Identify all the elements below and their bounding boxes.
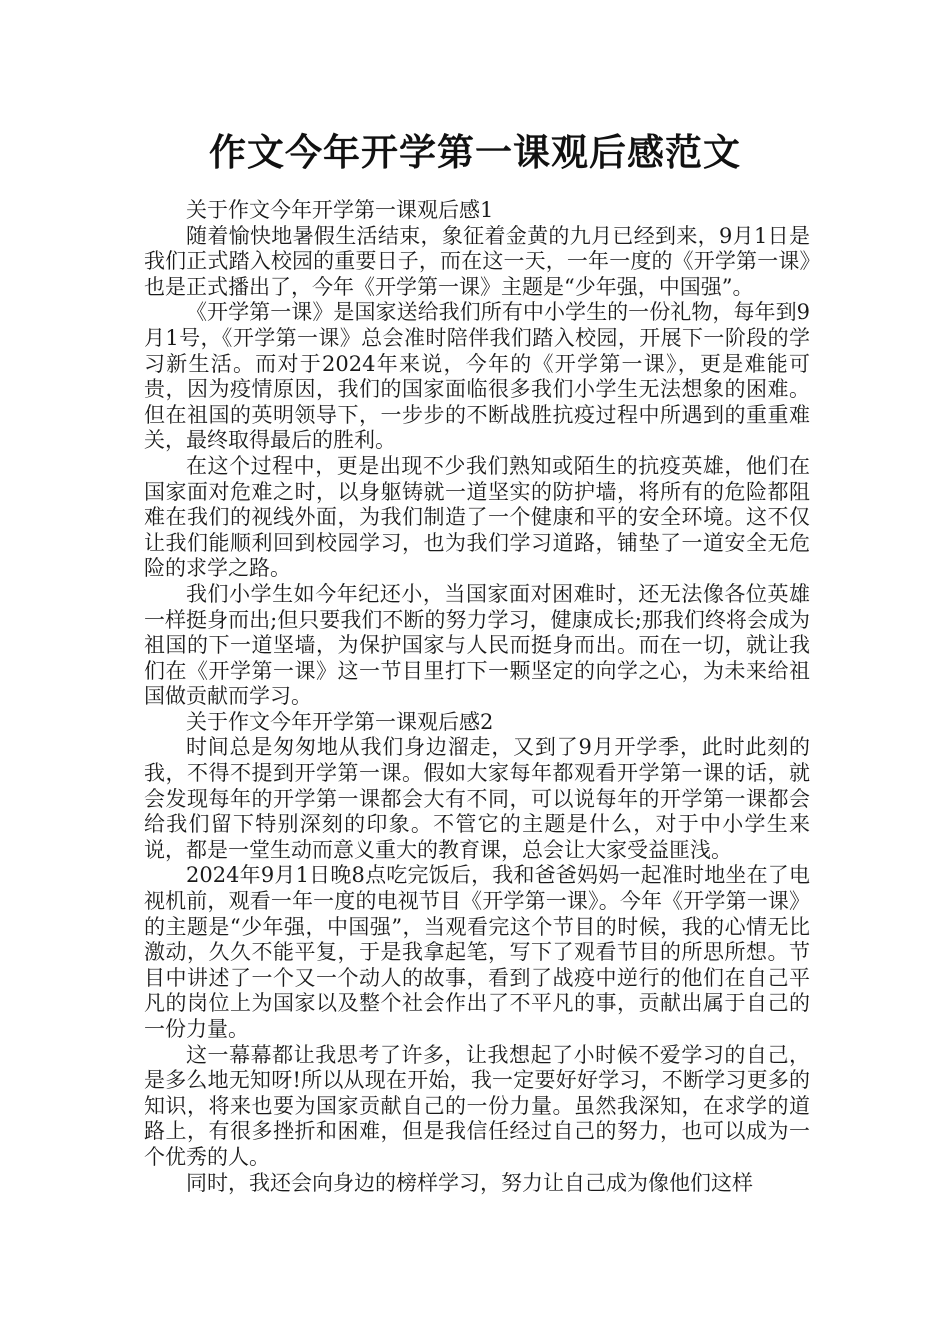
body-paragraph: 这一幕幕都让我思考了许多，让我想起了小时候不爱学习的自己，是多么地无知呀!所以从现在开始，我一定要好好学习，不断学习更多的知识，将来也要为国家贡献自己的一份力量。虽然我深知，在求学的道路上，有很多挫折和困难，但是我信任经过自己的努力，也可以成为一个优秀的人。 (144, 1042, 810, 1169)
body-paragraph: 我们小学生如今年纪还小，当国家面对困难时，还无法像各位英雄一样挺身而出;但只要我们不断的努力学习，健康成长;那我们终将会成为祖国的下一道坚墙，为保护国家与人民而挺身而出。而在一切，就让我们在《开学第一课》这一节目里打下一颗坚定的向学之心，为未来给祖国做贡献而学习。 (144, 581, 810, 709)
body-paragraph: 在这个过程中，更是出现不少我们熟知或陌生的抗疫英雄，他们在国家面对危难之时，以身躯铸就一道坚实的防护墙，将所有的危险都阻难在我们的视线外面，为我们制造了一个健康和平的安全环境。这不仅让我们能顺利回到校园学习，也为我们学习道路，铺垫了一道安全无危险的求学之路。 (144, 453, 810, 581)
body-paragraph: 同时，我还会向身边的榜样学习，努力让自己成为像他们这样 (186, 1170, 753, 1195)
section-heading-2: 关于作文今年开学第一课观后感2 (186, 709, 494, 734)
body-paragraph: 时间总是匆匆地从我们身边溜走，又到了9月开学季，此时此刻的我，不得不提到开学第一课。假如大家每年都观看开学第一课的话，就会发现每年的开学第一课都会大有不同，可以说每年的开学第一课都会给我们留下特别深刻的印象。不管它的主题是什么，对于中小学生来说，都是一堂生动而意义重大的教育课，总会让大家受益匪浅。 (144, 735, 810, 862)
document-title: 作文今年开学第一课观后感范文 (209, 131, 741, 174)
body-paragraph: 随着愉快地暑假生活结束，象征着金黄的九月已经到来，9月1日是我们正式踏入校园的重要日子，而在这一天，一年一度的《开学第一课》也是正式播出了，今年《开学第一课》主题是“少年强，中国强”。 (144, 223, 810, 299)
body-paragraph: 2024年9月1日晚8点吃完饭后，我和爸爸妈妈一起准时地坐在了电视机前，观看一年一度的电视节目《开学第一课》。今年《开学第一课》的主题是“少年强，中国强”，当观看完这个节目的时候，我的心情无比激动，久久不能平复，于是我拿起笔，写下了观看节目的所思所想。节目中讲述了一个又一个动人的故事，看到了战疫中逆行的他们在自己平凡的岗位上为国家以及整个社会作出了不平凡的事，贡献出属于自己的一份力量。 (144, 863, 810, 1041)
section-heading-1: 关于作文今年开学第一课观后感1 (186, 198, 494, 222)
body-paragraph: 《开学第一课》是国家送给我们所有中小学生的一份礼物，每年到9月1号，《开学第一课》总会准时陪伴我们踏入校园，开展下一阶段的学习新生活。而对于2024年来说，今年的《开学第一课》，更是难能可贵，因为疫情原因，我们的国家面临很多我们小学生无法想象的困难。但在祖国的英明领导下，一步步的不断战胜抗疫过程中所遇到的重重难关，最终取得最后的胜利。 (144, 300, 810, 453)
document-body (144, 198, 810, 1196)
